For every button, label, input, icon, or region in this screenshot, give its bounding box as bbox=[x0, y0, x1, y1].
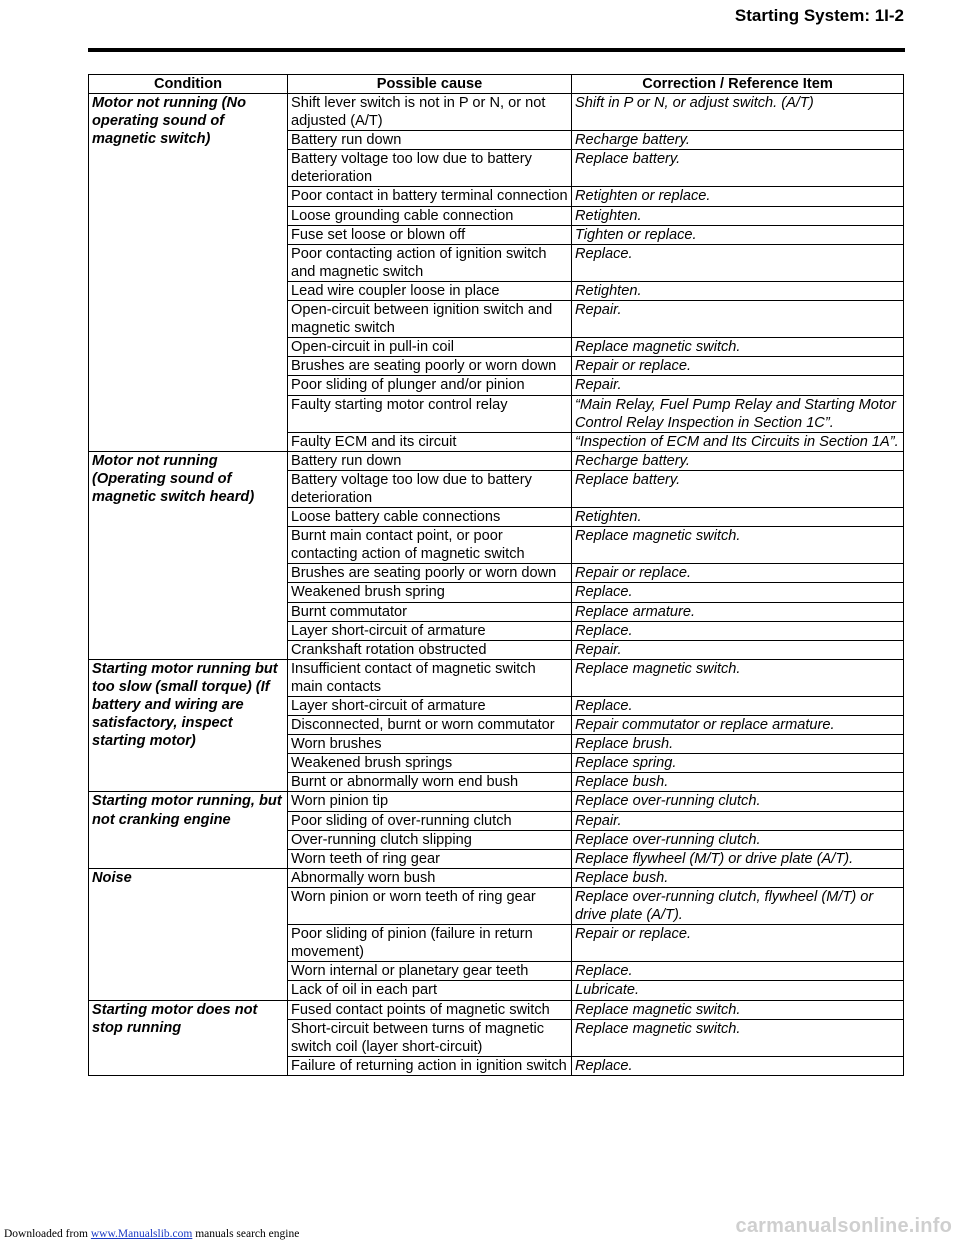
correction-cell: Replace bush. bbox=[572, 773, 904, 792]
manualslib-link[interactable]: www.Manualslib.com bbox=[90, 1228, 193, 1240]
possible-cause-cell: Abnormally worn bush bbox=[288, 868, 572, 887]
correction-cell: Lubricate. bbox=[572, 981, 904, 1000]
correction-cell: Replace over-running clutch. bbox=[572, 830, 904, 849]
possible-cause-cell: Lead wire coupler loose in place bbox=[288, 281, 572, 300]
possible-cause-cell: Poor sliding of plunger and/or pinion bbox=[288, 376, 572, 395]
possible-cause-cell: Poor contacting action of ignition switch and magnetic switch bbox=[288, 244, 572, 281]
correction-cell: Repair. bbox=[572, 640, 904, 659]
correction-cell: Repair. bbox=[572, 376, 904, 395]
possible-cause-cell: Failure of returning action in ignition switch bbox=[288, 1056, 572, 1075]
table-row bbox=[89, 868, 904, 887]
possible-cause-cell: Over-running clutch slipping bbox=[288, 830, 572, 849]
correction-cell: Replace magnetic switch. bbox=[572, 1000, 904, 1019]
correction-cell: Replace. bbox=[572, 1056, 904, 1075]
possible-cause-cell: Brushes are seating poorly or worn down bbox=[288, 564, 572, 583]
possible-cause-cell: Battery voltage too low due to battery deterioration bbox=[288, 470, 572, 507]
possible-cause-cell: Open-circuit between ignition switch and magnetic switch bbox=[288, 301, 572, 338]
table-row bbox=[89, 451, 904, 470]
correction-cell: Retighten or replace. bbox=[572, 187, 904, 206]
column-header-correction: Correction / Reference Item bbox=[572, 75, 904, 94]
possible-cause-cell: Crankshaft rotation obstructed bbox=[288, 640, 572, 659]
condition-cell: Starting motor running but too slow (small torque) (If battery and wiring are satisfactory, inspect starting motor) bbox=[89, 659, 288, 792]
table-row bbox=[89, 659, 904, 696]
correction-cell: Replace brush. bbox=[572, 735, 904, 754]
possible-cause-cell: Lack of oil in each part bbox=[288, 981, 572, 1000]
possible-cause-cell: Battery run down bbox=[288, 451, 572, 470]
table-row bbox=[89, 792, 904, 811]
possible-cause-cell: Fused contact points of magnetic switch bbox=[288, 1000, 572, 1019]
possible-cause-cell: Fuse set loose or blown off bbox=[288, 225, 572, 244]
footer-suffix: manuals search engine bbox=[192, 1228, 300, 1240]
watermark-logo: carmanualsonline.info bbox=[735, 1215, 952, 1237]
possible-cause-cell: Poor contact in battery terminal connection bbox=[288, 187, 572, 206]
correction-cell: Repair or replace. bbox=[572, 925, 904, 962]
possible-cause-cell: Battery voltage too low due to battery deterioration bbox=[288, 150, 572, 187]
possible-cause-cell: Faulty starting motor control relay bbox=[288, 395, 572, 432]
correction-cell: Shift in P or N, or adjust switch. (A/T) bbox=[572, 94, 904, 131]
possible-cause-cell: Open-circuit in pull-in coil bbox=[288, 338, 572, 357]
page-title: Starting System: 1I-2 bbox=[734, 6, 904, 25]
correction-cell: Replace. bbox=[572, 621, 904, 640]
table-header-row bbox=[89, 75, 904, 94]
possible-cause-cell: Short-circuit between turns of magnetic switch coil (layer short-circuit) bbox=[288, 1019, 572, 1056]
correction-cell: Repair. bbox=[572, 811, 904, 830]
correction-cell: Recharge battery. bbox=[572, 131, 904, 150]
condition-cell: Noise bbox=[89, 868, 288, 1000]
correction-cell: Replace. bbox=[572, 697, 904, 716]
possible-cause-cell: Worn brushes bbox=[288, 735, 572, 754]
correction-cell: Replace magnetic switch. bbox=[572, 1019, 904, 1056]
correction-cell: Replace magnetic switch. bbox=[572, 659, 904, 696]
possible-cause-cell: Disconnected, burnt or worn commutator bbox=[288, 716, 572, 735]
possible-cause-cell: Shift lever switch is not in P or N, or not adjusted (A/T) bbox=[288, 94, 572, 131]
possible-cause-cell: Worn pinion or worn teeth of ring gear bbox=[288, 887, 572, 924]
correction-cell: Repair. bbox=[572, 301, 904, 338]
possible-cause-cell: Weakened brush spring bbox=[288, 583, 572, 602]
header-rule bbox=[88, 48, 905, 52]
correction-cell: Replace spring. bbox=[572, 754, 904, 773]
possible-cause-cell: Layer short-circuit of armature bbox=[288, 697, 572, 716]
possible-cause-cell: Brushes are seating poorly or worn down bbox=[288, 357, 572, 376]
column-header-condition: Condition bbox=[89, 75, 288, 94]
correction-cell: Replace bush. bbox=[572, 868, 904, 887]
correction-cell: Replace magnetic switch. bbox=[572, 527, 904, 564]
footer-prefix: Downloaded from bbox=[4, 1228, 91, 1240]
possible-cause-cell: Worn internal or planetary gear teeth bbox=[288, 962, 572, 981]
correction-cell: Repair or replace. bbox=[572, 564, 904, 583]
correction-cell: Replace armature. bbox=[572, 602, 904, 621]
troubleshooting-table bbox=[88, 74, 904, 1076]
condition-cell: Starting motor running, but not cranking engine bbox=[89, 792, 288, 868]
correction-cell: “Inspection of ECM and Its Circuits in Section 1A”. bbox=[572, 432, 904, 451]
correction-cell: Replace battery. bbox=[572, 150, 904, 187]
correction-cell: Tighten or replace. bbox=[572, 225, 904, 244]
table-body bbox=[89, 94, 904, 1076]
correction-cell: Repair or replace. bbox=[572, 357, 904, 376]
table-row bbox=[89, 1000, 904, 1019]
possible-cause-cell: Insufficient contact of magnetic switch main contacts bbox=[288, 659, 572, 696]
possible-cause-cell: Battery run down bbox=[288, 131, 572, 150]
condition-cell: Motor not running (No operating sound of magnetic switch) bbox=[89, 94, 288, 452]
possible-cause-cell: Burnt main contact point, or poor contacting action of magnetic switch bbox=[288, 527, 572, 564]
correction-cell: Retighten. bbox=[572, 206, 904, 225]
column-header-possible-cause: Possible cause bbox=[288, 75, 572, 94]
possible-cause-cell: Poor sliding of pinion (failure in return movement) bbox=[288, 925, 572, 962]
possible-cause-cell: Poor sliding of over-running clutch bbox=[288, 811, 572, 830]
condition-cell: Starting motor does not stop running bbox=[89, 1000, 288, 1075]
possible-cause-cell: Faulty ECM and its circuit bbox=[288, 432, 572, 451]
table-row bbox=[89, 94, 904, 131]
correction-cell: Replace magnetic switch. bbox=[572, 338, 904, 357]
possible-cause-cell: Burnt commutator bbox=[288, 602, 572, 621]
correction-cell: Replace over-running clutch, flywheel (M/T) or drive plate (A/T). bbox=[572, 887, 904, 924]
possible-cause-cell: Burnt or abnormally worn end bush bbox=[288, 773, 572, 792]
correction-cell: Retighten. bbox=[572, 508, 904, 527]
correction-cell: “Main Relay, Fuel Pump Relay and Starting Motor Control Relay Inspection in Section 1C”. bbox=[572, 395, 904, 432]
condition-cell: Motor not running (Operating sound of magnetic switch heard) bbox=[89, 451, 288, 659]
possible-cause-cell: Worn teeth of ring gear bbox=[288, 849, 572, 868]
correction-cell: Repair commutator or replace armature. bbox=[572, 716, 904, 735]
correction-cell: Replace over-running clutch. bbox=[572, 792, 904, 811]
correction-cell: Replace. bbox=[572, 583, 904, 602]
download-footer bbox=[4, 1228, 299, 1240]
possible-cause-cell: Loose grounding cable connection bbox=[288, 206, 572, 225]
possible-cause-cell: Worn pinion tip bbox=[288, 792, 572, 811]
possible-cause-cell: Weakened brush springs bbox=[288, 754, 572, 773]
correction-cell: Recharge battery. bbox=[572, 451, 904, 470]
correction-cell: Replace. bbox=[572, 962, 904, 981]
correction-cell: Retighten. bbox=[572, 281, 904, 300]
possible-cause-cell: Loose battery cable connections bbox=[288, 508, 572, 527]
possible-cause-cell: Layer short-circuit of armature bbox=[288, 621, 572, 640]
correction-cell: Replace. bbox=[572, 244, 904, 281]
correction-cell: Replace battery. bbox=[572, 470, 904, 507]
correction-cell: Replace flywheel (M/T) or drive plate (A/T). bbox=[572, 849, 904, 868]
